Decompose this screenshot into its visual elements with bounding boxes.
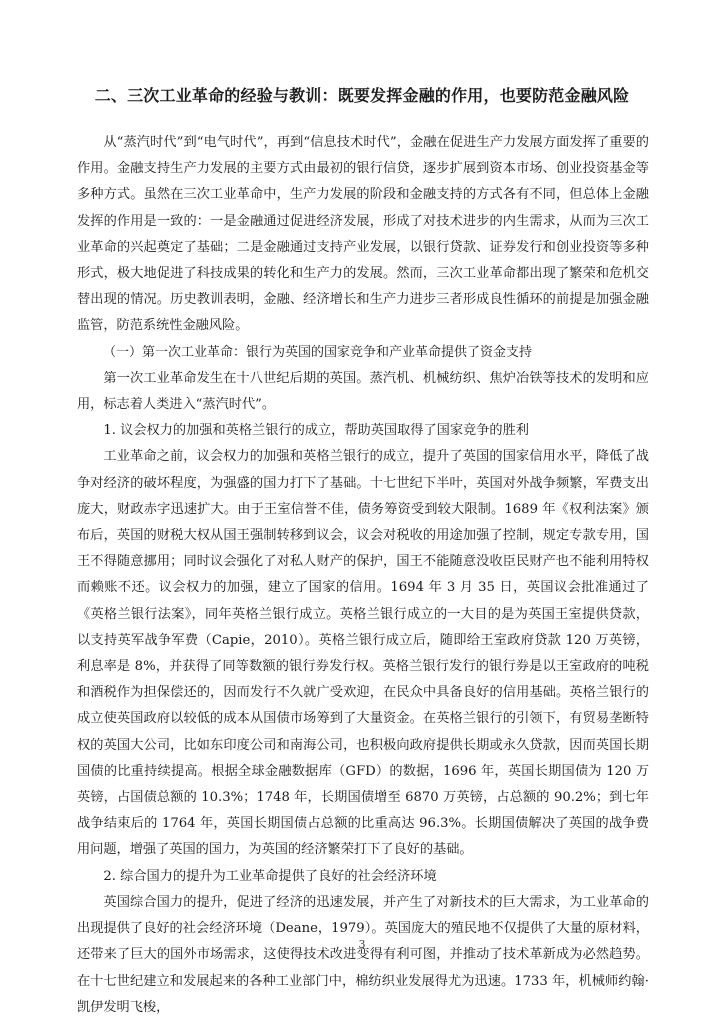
subsection-heading-1: （一）第一次工业革命：银行为英国的国家竞争和产业革命提供了资金支持	[103, 344, 533, 360]
point-2-paragraph: 英国综合国力的提升，促进了经济的迅速发展，并产生了对新技术的巨大需求，为工业革命的出现提供了良好的社会经济环境（Deane，1979）。英国庞大的殖民地不仅提供了大量的原材料，还带来了巨大的国外市场需求，这使得技术改进变得有利可图，并推动了技术革新成为必然趋势。在十七世纪建立和发展起来的各种工业部门中，棉纺织业发展得尤为迅速。1733 年，机械师约翰·凯伊发明飞梭，	[77, 894, 649, 1015]
page-number: 3	[358, 938, 366, 951]
point-1-heading: 1. 议会权力的加强和英格兰银行的成立，帮助英国取得了国家竞争的胜利	[103, 423, 529, 439]
intro-paragraph: 从“蒸汽时代”到“电气时代”，再到“信息技术时代”，金融在促进生产力发展方面发挥了重要的作用。金融支持生产力发展的主要方式由最初的银行信贷，逐步扩展到资本市场、创业投资基金等多种方式。虽然在三次工业革命中，生产力发展的阶段和金融支持的方式各有不同，但总体上金融发挥的作用是一致的：一是金融通过促进经济发展，形成了对技术进步的内生需求，从而为三次工业革命的兴起奠定了基础；二是金融通过支持产业发展，以银行贷款、证券发行和创业投资等多种形式，极大地促进了科技成果的转化和生产力的发展。然而，三次工业革命都出现了繁荣和危机交替出现的情况。历史教训表明，金融、经济增长和生产力进步三者形成良性循环的前提是加强金融监管，防范系统性金融风险。	[77, 135, 649, 334]
section-title: 二、三次工业革命的经验与教训：既要发挥金融的作用，也要防范金融风险	[94, 86, 630, 105]
point-1-paragraph: 工业革命之前，议会权力的加强和英格兰银行的成立，提升了英国的国家信用水平，降低了战争对经济的破坏程度，为强盛的国力打下了基础。十七世纪下半叶，英国对外战争频繁，军费支出庞大，财政赤字迅速扩大。由于王室信誉不佳，债务筹资受到较大限制。1689 年《权利法案》颁布后，英国的财税大权从国王强制转移到议会，议会对税收的用途加强了控制，规定专款专用，国王不得随意挪用；同时议会强化了对私人财产的保护，国王不能随意没收臣民财产也不能利用特权而赖账不还。议会权力的加强，建立了国家的信用。1694 年 3 月 35 日，英国议会批准通过了《英格兰银行法案》，同年英格兰银行成立。英格兰银行成立的一大目的是为英国王室提供贷款，以支持英军战争军费（Capie，2010）。英格兰银行成立后，随即给王室政府贷款 120 万英镑，利息率是 8%，并获得了同等数额的银行券发行权。英格兰银行发行的银行券是以王室政府的吨税和酒税作为担保偿还的，因而发行不久就广受欢迎，在民众中具备良好的信用基础。英格兰银行的成立使英国政府以较低的成本从国债市场筹到了大量资金。在英格兰银行的引领下，有贸易垄断特权的英国大公司，比如东印度公司和南海公司，也积极向政府提供长期或永久贷款，因而英国长期国债的比重持续提高。根据全球金融数据库（GFD）的数据，1696 年，英国长期国债为 120 万英镑，占国债总额的 10.3%；1748 年，长期国债增至 6870 万英镑，占总额的 90.2%；到七年战争结束后的 1764 年，英国长期国债占总额的比重高达 96.3%。长期国债解决了英国的战争费用问题，增强了英国的国力，为英国的经济繁荣打下了良好的基础。	[77, 449, 649, 858]
point-2-heading: 2. 综合国力的提升为工业革命提供了良好的社会经济环境	[103, 868, 437, 884]
subsection-intro-paragraph: 第一次工业革命发生在十八世纪后期的英国。蒸汽机、机械纺织、焦炉冶铁等技术的发明和应用，标志着人类进入“蒸汽时代”。	[77, 370, 649, 413]
document-body	[77, 130, 649, 1021]
